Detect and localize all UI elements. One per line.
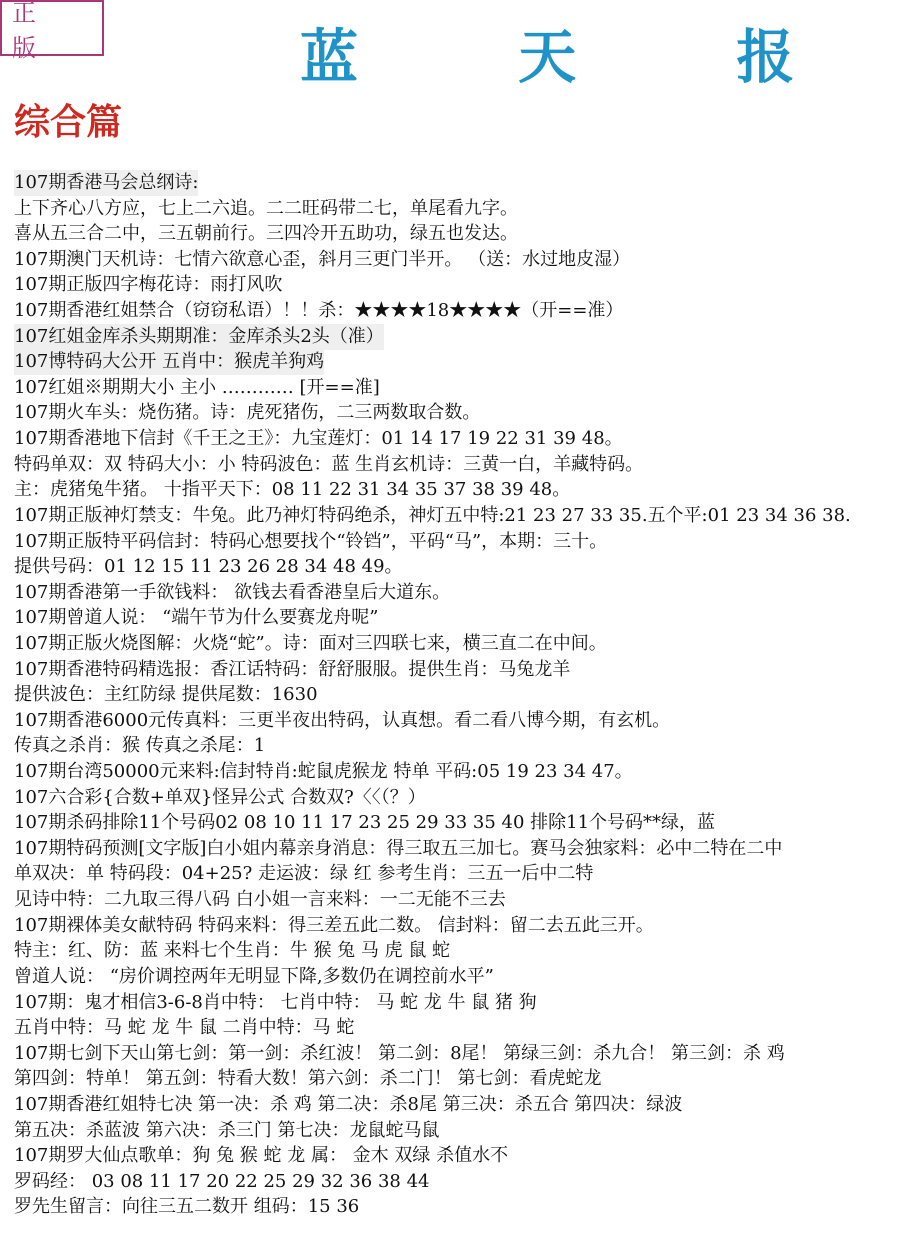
text-line: 107期香港6000元传真料：三更半夜出特码，认真想。看二看八博今期，有玄机。 [14, 709, 671, 731]
text-line: 提供号码：01 12 15 11 23 26 28 34 48 49。 [14, 556, 403, 578]
text-line: 107红姐金库杀头期期准：金库杀头2头（准） [14, 324, 384, 350]
text-line: 单双决：单 特码段：04+25? 走运波：绿 红 参考生肖：三五一后中二特 [14, 863, 594, 885]
text-line: 喜从五三合二中，三五朝前行。三四冷开五助功，绿五也发达。 [14, 223, 518, 245]
text-line: 107期香港第一手欲钱料： 欲钱去看香港皇后大道东。 [14, 581, 451, 603]
edition-badge: 正 版 [0, 0, 104, 56]
text-line: 107期香港特码精选报：香江话特码：舒舒服服。提供生肖：马兔龙羊 [14, 658, 571, 680]
text-line: 主：虎猪兔牛猪。 十指平天下：08 11 22 31 34 35 37 38 39 48。 [14, 479, 571, 501]
text-line: 107六合彩{合数+单双}怪异公式 合数双?〈〈（？） [14, 786, 426, 808]
text-line: 107红姐※期期大小 主小 ………… [开==准] [14, 376, 380, 398]
text-line: 107期香港马会总纲诗: [14, 170, 198, 196]
text-line: 107期正版特平码信封：特码心想要找个“铃铛”，平码“马”，本期：三十。 [14, 530, 608, 552]
text-line: 107博特码大公开 五肖中：猴虎羊狗鸡 [14, 349, 324, 375]
text-line: 107期：鬼才相信3-6-8肖中特： 七肖中特： 马 蛇 龙 牛 鼠 猪 狗 [14, 991, 537, 1013]
text-line: 107期罗大仙点歌单：狗 兔 猴 蛇 龙 属： 金木 双绿 杀值水不 [14, 1145, 509, 1167]
text-line: 曾道人说： “房价调控两年无明显下降,多数仍在调控前水平” [14, 965, 494, 987]
text-line: 107期香港地下信封《千王之王》：九宝莲灯：01 14 17 19 22 31 39 48。 [14, 428, 623, 450]
text-line: 第五决：杀蓝波 第六决：杀三门 第七决：龙鼠蛇马鼠 [14, 1119, 440, 1141]
text-line: 107期火车头：烧伤猪。诗：虎死猪伤，二三两数取合数。 [14, 402, 481, 424]
text-line: 罗码经： 03 08 11 17 20 22 25 29 32 36 38 44 [14, 1170, 430, 1192]
section-heading: 综合篇 [14, 101, 123, 143]
text-line: 107期杀码排除11个号码02 08 10 11 17 23 25 29 33 35 40 排除11个号码**绿，蓝 [14, 812, 716, 834]
text-line: 107期香港红姐禁合（窃窃私语）！！杀：★★★★18★★★★（开==准） [14, 300, 624, 322]
text-line: 107期特码预测[文字版]白小姐内幕亲身消息：得三取五三加七。赛马会独家料：必中二特在二中 [14, 837, 783, 859]
text-line: 107期澳门天机诗：七情六欲意心歪，斜月三更门半开。 （送：水过地皮湿） [14, 248, 631, 270]
text-line: 见诗中特：二九取三得八码 白小姐一言来料：一二无能不三去 [14, 889, 506, 911]
text-line: 107期正版火烧图解：火烧“蛇”。诗：面对三四联七来，横三直二在中间。 [14, 632, 607, 654]
text-line: 107期正版神灯禁支：牛兔。此乃神灯特码绝杀，神灯五中特:21 23 27 33 35.五个平:01 23 34 36 38. [14, 504, 851, 526]
text-line: 107期七剑下天山第七剑：第一剑：杀红波！ 第二剑：8尾！ 第绿三剑：杀九合！ 第三剑：杀 鸡 [14, 1042, 785, 1064]
text-line: 传真之杀肖：猴 传真之杀尾：1 [14, 735, 266, 757]
text-line: 特主：红、防：蓝 来料七个生肖：牛 猴 兔 马 虎 鼠 蛇 [14, 940, 451, 962]
text-line: 107期香港红姐特七决 第一决：杀 鸡 第二决：杀8尾 第三决：杀五合 第四决：绿波 [14, 1093, 683, 1115]
text-line: 107期正版四字梅花诗：雨打风吹 [14, 274, 283, 296]
newspaper-title: 蓝 天 报 [300, 23, 865, 91]
text-line: 107期裸体美女献特码 特码来料：得三差五此二数。 信封料：留二去五此三开。 [14, 914, 654, 936]
text-line: 特码单双：双 特码大小：小 特码波色：蓝 生肖玄机诗：三黄一白，羊藏特码。 [14, 453, 644, 475]
text-line: 罗先生留言：向往三五二数开 组码：15 36 [14, 1196, 360, 1218]
text-line: 第四剑：特单！ 第五剑：特看大数！第六剑：杀二门！ 第七剑：看虎蛇龙 [14, 1068, 602, 1090]
text-line: 提供波色：主红防绿 提供尾数：1630 [14, 684, 318, 706]
text-line: 107期台湾50000元来料:信封特肖:蛇鼠虎猴龙 特单 平码:05 19 23 34 47。 [14, 761, 633, 783]
text-line: 107期曾道人说： “端午节为什么要赛龙舟呢” [14, 607, 379, 629]
text-line: 五肖中特：马 蛇 龙 牛 鼠 二肖中特：马 蛇 [14, 1017, 355, 1039]
text-line: 上下齐心八方应，七上二六追。二二旺码带二七，单尾看九字。 [14, 197, 518, 219]
